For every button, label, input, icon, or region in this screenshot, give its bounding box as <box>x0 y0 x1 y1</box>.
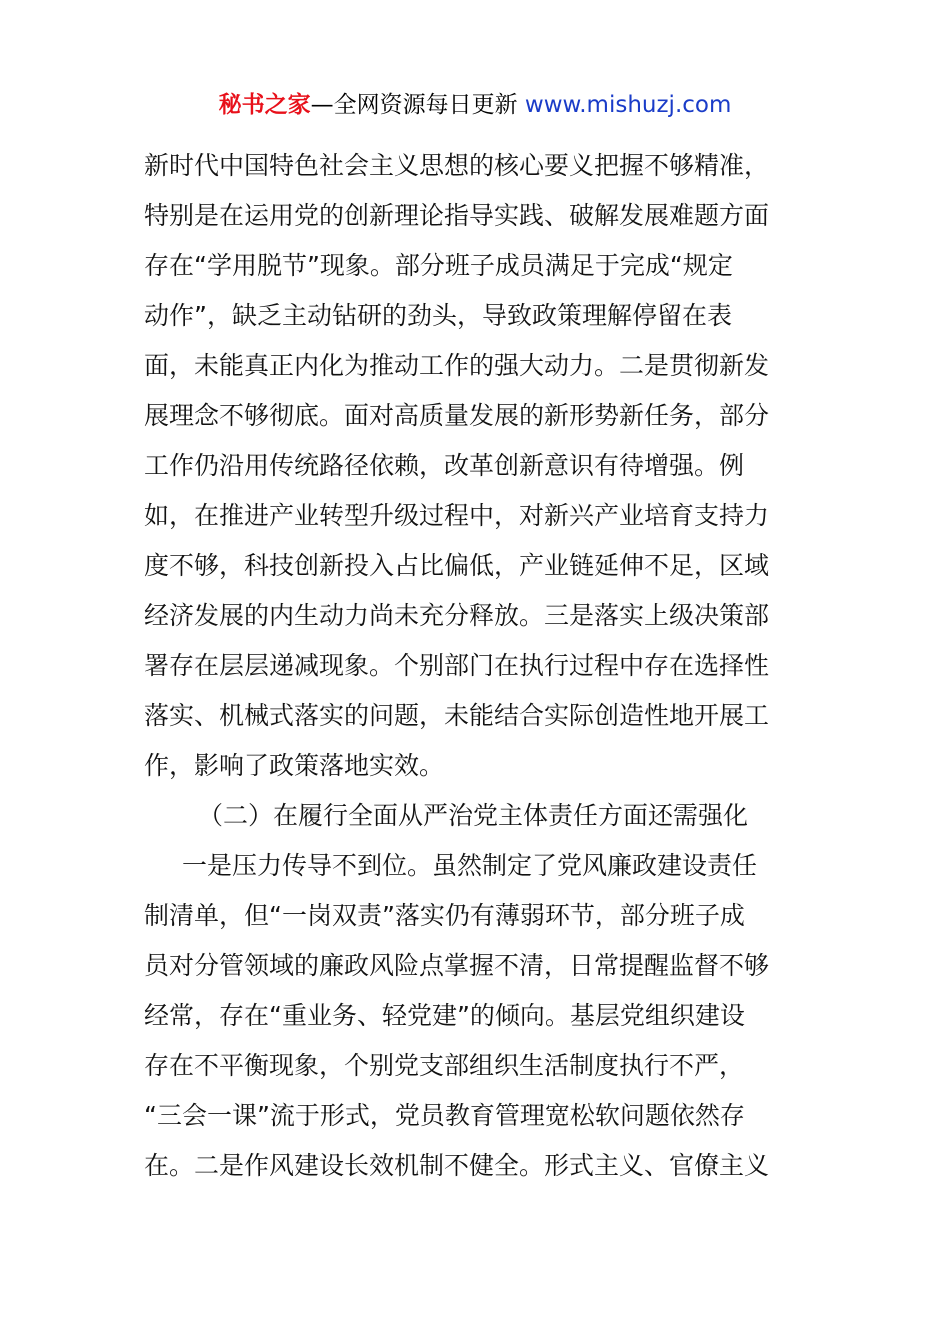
header-tagline: —全网资源每日更新 <box>310 92 525 118</box>
text-line: 新时代中国特色社会主义思想的核心要义把握不够精准， <box>144 151 770 180</box>
text-line: 存在不平衡现象，个别党支部组织生活制度执行不严， <box>144 1051 745 1080</box>
text-line: 工作仍沿用传统路径依赖，改革创新意识有待增强。例 <box>144 451 745 480</box>
text-line: “三会一课”流于形式，党员教育管理宽松软问题依然存 <box>144 1101 745 1130</box>
text-line: 动作”，缺乏主动钻研的劲头，导致政策理解停留在表 <box>144 301 732 330</box>
text-line: 署存在层层递减现象。个别部门在执行过程中存在选择性 <box>144 651 770 680</box>
text-line: 特别是在运用党的创新理论指导实践、破解发展难题方面 <box>144 201 770 230</box>
section-heading: （二）在履行全面从严治党主体责任方面还需强化 <box>198 801 749 830</box>
page-header <box>0 88 950 122</box>
text-line: 存在“学用脱节”现象。部分班子成员满足于完成“规定 <box>144 251 733 280</box>
text-line: 制清单，但“一岗双责”落实仍有薄弱环节，部分班子成 <box>144 901 745 930</box>
text-line: 面，未能真正内化为推动工作的强大动力。二是贯彻新发 <box>144 351 770 380</box>
text-line: 经济发展的内生动力尚未充分释放。三是落实上级决策部 <box>144 601 770 630</box>
text-line: 作，影响了政策落地实效。 <box>144 751 445 780</box>
text-line: 一是压力传导不到位。虽然制定了党风廉政建设责任 <box>182 851 758 880</box>
website-link[interactable]: www.mishuzj.com <box>524 92 732 118</box>
document-body <box>144 141 814 1191</box>
text-line: 在。二是作风建设长效机制不健全。形式主义、官僚主义 <box>144 1151 770 1180</box>
text-line: 经常，存在“重业务、轻党建”的倾向。基层党组织建设 <box>144 1001 745 1030</box>
text-line: 展理念不够彻底。面对高质量发展的新形势新任务，部分 <box>144 401 770 430</box>
text-line: 员对分管领域的廉政风险点掌握不清，日常提醒监督不够 <box>144 951 770 980</box>
text-line: 度不够，科技创新投入占比偏低，产业链延伸不足，区域 <box>144 551 770 580</box>
brand-name: 秘书之家 <box>218 92 311 118</box>
text-line: 落实、机械式落实的问题，未能结合实际创造性地开展工 <box>144 701 770 730</box>
text-line: 如，在推进产业转型升级过程中，对新兴产业培育支持力 <box>144 501 770 530</box>
